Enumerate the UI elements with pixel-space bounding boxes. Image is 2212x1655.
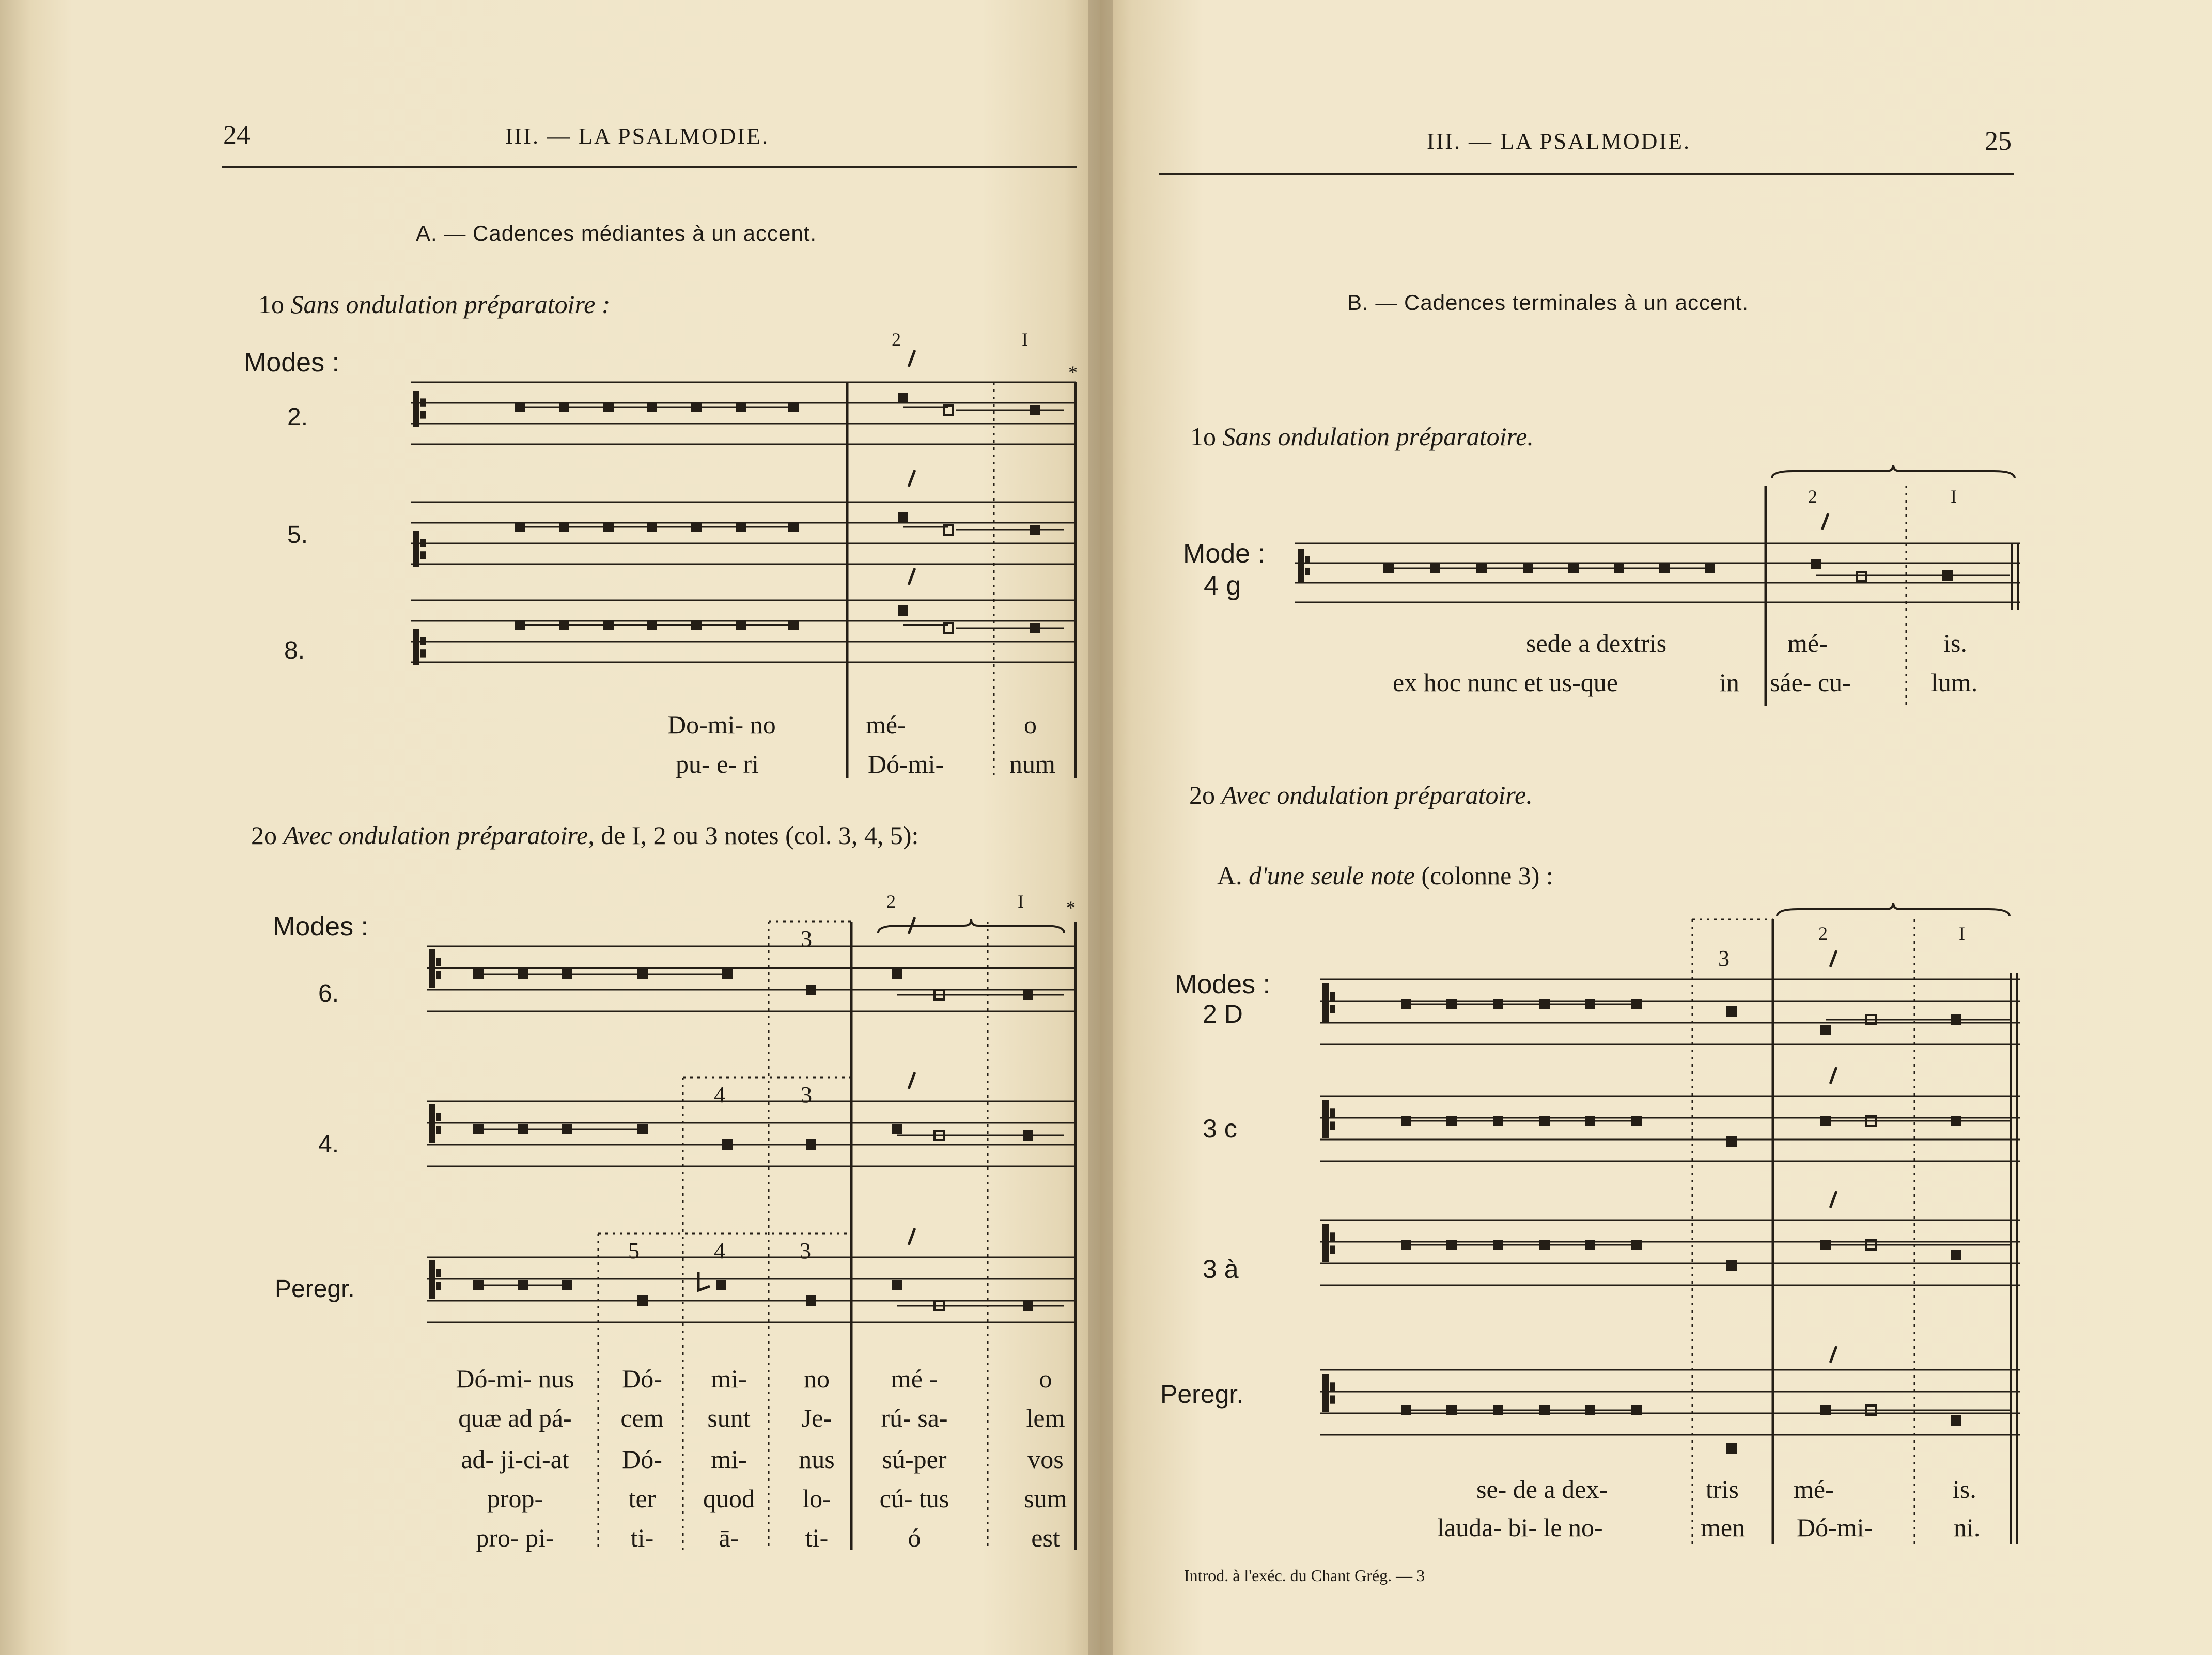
- left-sys2-lyric-c5-r3: sú-per: [882, 1445, 947, 1474]
- left-sys2-flat: [698, 1272, 710, 1290]
- left-sys1-recit-3-punctum-3: [647, 620, 657, 630]
- right-sys2-mode-2d: 2 D: [1203, 1000, 1243, 1028]
- right-sys2-recit-2-punctum-4: [1585, 1116, 1595, 1126]
- right-sys2-lyric-1-4: is.: [1953, 1475, 1976, 1504]
- right-sys1-clef: [1298, 549, 1304, 583]
- left-sys2-lyric-c5-r2: rú- sa-: [881, 1403, 948, 1432]
- right-sys1-recit-punctum-6: [1659, 563, 1670, 573]
- left-sys2-final-1: [1023, 990, 1033, 1000]
- right-sys2-clef-1: [1322, 983, 1329, 1022]
- left-sys2-recit-3-punctum-1: [518, 1280, 528, 1290]
- right-sub2a-rest: (colonne 3) :: [1421, 861, 1553, 890]
- right-sub2a-prefix: A.: [1217, 861, 1242, 890]
- right-sys2-clef-1-c: [1330, 1005, 1335, 1013]
- left-sys2-lyric-c4-r5: ti-: [805, 1523, 829, 1552]
- left-sys1-recit-1-punctum-1: [559, 402, 569, 412]
- right-sys1-colnum-2: 2: [1808, 486, 1817, 507]
- right-sys2-recit-1-punctum-0: [1401, 999, 1411, 1009]
- left-sys2-p3-2: [806, 1139, 816, 1150]
- right-sub2-number: 2o: [1189, 780, 1215, 809]
- left-sys2-lyric-c5-r5: ó: [908, 1523, 921, 1552]
- left-sys2-star: *: [1066, 897, 1076, 918]
- left-sub2-number: 2o: [251, 821, 277, 850]
- left-sys2-recit-2-punctum-1: [518, 1124, 528, 1134]
- left-sys1-recit-3-punctum-4: [691, 620, 702, 630]
- right-sys2-recit-4-punctum-2: [1493, 1405, 1503, 1415]
- right-sys1-lyric-2-1: ex hoc nunc et us-que: [1393, 668, 1618, 697]
- left-sys2-inner-4b: 4: [714, 1238, 725, 1263]
- left-sys2-lyric-c2-r4: ter: [628, 1484, 656, 1513]
- right-sys2-brace: [1777, 903, 2010, 916]
- left-sys2-clef-2: [429, 1104, 435, 1143]
- left-sys2-lyric-c6-r3: vos: [1027, 1445, 1064, 1474]
- left-sys2-clef-1: [429, 949, 435, 988]
- left-sys1-lyric-1-3: o: [1024, 710, 1037, 739]
- right-sys1-accent-note: [1811, 559, 1821, 569]
- left-sys2-final-3: [1023, 1301, 1033, 1311]
- left-sys2-p4: [722, 1139, 733, 1150]
- left-sys2-inner-3b: 3: [801, 1082, 812, 1107]
- right-sub1-number: 1o: [1190, 422, 1216, 451]
- left-running-header: III. — LA PSALMODIE.: [505, 123, 769, 149]
- section-b-title: B. — Cadences terminales à un accent.: [1347, 290, 1749, 315]
- right-sys2-recit-3-punctum-2: [1493, 1240, 1503, 1250]
- right-sys1-recit-punctum-4: [1568, 563, 1579, 573]
- right-sys2-lyric-1-1: se- de a dex-: [1476, 1475, 1608, 1504]
- left-sys1-recit-1-punctum-0: [515, 402, 525, 412]
- left-sys2-accent-2: [909, 1072, 915, 1089]
- left-sys1-accent-note-3: [898, 605, 908, 616]
- right-sys2-p3-3: [1726, 1260, 1737, 1271]
- right-sys1-lyric-1-3: is.: [1943, 629, 1967, 658]
- right-sys1-lyric-1-2: mé-: [1787, 629, 1828, 658]
- right-sys1-clef-b: [1305, 556, 1310, 564]
- section-a-title: A. — Cadences médiantes à un accent.: [416, 221, 817, 245]
- left-sys1-clef-1-c: [420, 411, 426, 418]
- left-sys1-recit-3-punctum-5: [736, 620, 746, 630]
- right-sys2-colnum-1: I: [1959, 923, 1965, 944]
- left-sys1-recit-1-punctum-3: [647, 402, 657, 412]
- right-sys2-final-2: [1951, 1116, 1961, 1126]
- left-sys1-recit-2-punctum-3: [647, 522, 657, 532]
- left-page-number: 24: [223, 120, 250, 150]
- left-sys2-lyric-c3-r1: mi-: [711, 1364, 747, 1393]
- left-sys2-lyric-c3-r5: ā-: [719, 1523, 739, 1552]
- left-sys2-lyric-c1-r3: ad- ji-ci-at: [461, 1445, 569, 1474]
- right-sys2-recit-2-punctum-2: [1493, 1116, 1503, 1126]
- left-sys1-recit-2-punctum-4: [691, 522, 702, 532]
- right-sys1-colnum-1: I: [1951, 486, 1957, 507]
- left-sys1-accent-1: [909, 350, 915, 367]
- left-sys2-lyric-c6-r5: est: [1031, 1523, 1060, 1552]
- left-sys1-accent-note-2: [898, 512, 908, 523]
- left-sys2-clef-2-b: [436, 1113, 441, 1121]
- left-sys1-recit-3-punctum-2: [603, 620, 614, 630]
- left-sys2-p4: [716, 1280, 726, 1290]
- right-sys2-recit-1-punctum-3: [1539, 999, 1550, 1009]
- right-sys2-recit-1-punctum-2: [1493, 999, 1503, 1009]
- right-sys2-clef-1-b: [1330, 992, 1335, 1000]
- right-sys2-clef-4-c: [1330, 1395, 1335, 1403]
- right-sys2-recit-4-punctum-0: [1401, 1405, 1411, 1415]
- left-sys1-clef-3: [413, 629, 419, 665]
- right-sys2-accent-3: [1830, 1191, 1836, 1208]
- left-sub2-rest: de I, 2 ou 3 notes (col. 3, 4, 5):: [601, 821, 919, 850]
- right-sys2-p3-1: [1726, 1006, 1737, 1017]
- left-sys2-recit-2-punctum-2: [562, 1124, 572, 1134]
- left-sys2-p3-1: [806, 985, 816, 995]
- left-sys1-final-3: [1030, 623, 1040, 633]
- right-modes-label: Modes :: [1175, 970, 1270, 1000]
- left-sys1-lyric-2-2: Dó-mi-: [868, 750, 944, 778]
- right-sys2-clef-2: [1322, 1100, 1329, 1138]
- right-sys1-lyric-2-2: in: [1719, 668, 1739, 697]
- left-sys1-accent-3: [909, 568, 915, 585]
- right-sys1-hollow: [1857, 572, 1866, 581]
- right-sys1-recit-punctum-0: [1383, 563, 1394, 573]
- left-sys1-recit-3-punctum-0: [515, 620, 525, 630]
- left-sys2-clef-2-c: [436, 1126, 441, 1134]
- right-sys1-recit-punctum-2: [1476, 563, 1487, 573]
- left-sys1-clef-1: [413, 391, 419, 427]
- left-sys1-lyric-1-1: Do-mi- no: [667, 710, 776, 739]
- right-sys1-accent: [1822, 513, 1828, 530]
- left-sys2-lyric-c3-r3: mi-: [711, 1445, 747, 1474]
- right-sub1-text: Sans ondulation préparatoire.: [1222, 422, 1534, 451]
- left-sys2-acc-note-2: [892, 1124, 902, 1134]
- left-sys2-lyric-c1-r4: prop-: [487, 1484, 543, 1513]
- right-sys2-recit-3-punctum-5: [1631, 1240, 1642, 1250]
- left-sys2-brace: [878, 919, 1064, 933]
- left-sys2-lyric-c4-r4: lo-: [802, 1484, 831, 1513]
- right-sys1-clef-c: [1305, 568, 1310, 575]
- right-sys2-accent-1: [1830, 950, 1836, 967]
- right-sub2a-italic: d'une seule note: [1249, 861, 1415, 890]
- right-sys2-recit-3-punctum-4: [1585, 1240, 1595, 1250]
- left-sys1-recit-2-punctum-0: [515, 522, 525, 532]
- right-sys1-lyric-2-4: lum.: [1931, 668, 1978, 697]
- left-sys1-recit-2-punctum-1: [559, 522, 569, 532]
- left-sys2-lyric-c3-r4: quod: [703, 1484, 755, 1513]
- left-sys2-clef-3-c: [436, 1282, 441, 1290]
- left-sys2-lyric-c3-r2: sunt: [707, 1403, 751, 1432]
- left-sys2-recit-3-punctum-0: [473, 1280, 484, 1290]
- left-sys2-clef-3: [429, 1260, 435, 1299]
- left-sys1-star: *: [1068, 362, 1078, 383]
- right-sys2-lyric-2-1: lauda- bi- le no-: [1437, 1513, 1603, 1542]
- right-sys2-final-4: [1951, 1415, 1961, 1426]
- left-sys1-recit-1-punctum-2: [603, 402, 614, 412]
- right-sys1-lyric-2-3: sáe- cu-: [1770, 668, 1851, 697]
- left-sys2-acc-note-3: [892, 1280, 902, 1290]
- right-sys1-final: [1942, 570, 1953, 581]
- left-sys2-inner-3c: 3: [800, 1238, 811, 1263]
- left-sys1-clef-2: [413, 531, 419, 567]
- right-page-number: 25: [1985, 127, 2012, 156]
- left-sys1-lyric-2-3: num: [1009, 750, 1055, 778]
- left-sys2-lyric-c1-r1: Dó-mi- nus: [456, 1364, 574, 1393]
- right-sys2-p3-4: [1726, 1443, 1737, 1454]
- gutter-shadow: [1088, 0, 1113, 1655]
- left-sys1-mode-5: 5.: [287, 521, 308, 549]
- right-mode-value: 4 g: [1204, 571, 1241, 601]
- left-sys2-inner-3a: 3: [801, 926, 812, 951]
- right-sys2-recit-2-punctum-3: [1539, 1116, 1550, 1126]
- left-sys1-recit-1-punctum-4: [691, 402, 702, 412]
- left-sys2-mode-6: 6.: [318, 980, 339, 1007]
- right-sys2-accent-4: [1830, 1346, 1836, 1363]
- right-sys2-lyric-2-4: ni.: [1954, 1513, 1981, 1542]
- right-sys1-recit-punctum-5: [1614, 563, 1624, 573]
- right-sys2-recit-2-punctum-5: [1631, 1116, 1642, 1126]
- left-sys1-recit-3-punctum-6: [788, 620, 799, 630]
- right-sys2-lyric-2-3: Dó-mi-: [1797, 1513, 1873, 1542]
- left-sys2-recit-1-punctum-3: [637, 969, 648, 979]
- right-running-header: III. — LA PSALMODIE.: [1427, 129, 1691, 154]
- left-sys2-lyric-c6-r2: lem: [1026, 1403, 1065, 1432]
- right-sys2-accent-2: [1830, 1067, 1836, 1084]
- right-sub2-text: Avec ondulation préparatoire.: [1221, 780, 1533, 809]
- right-sys2-recit-2-punctum-0: [1401, 1116, 1411, 1126]
- left-sys2-mode-peregr: Peregr.: [275, 1275, 355, 1303]
- right-sys2-colnum-3: 3: [1718, 946, 1730, 971]
- right-sys2-mode-peregr: Peregr.: [1160, 1380, 1244, 1409]
- left-sys1-lyric-1-2: mé-: [866, 710, 906, 739]
- right-sys2-clef-4: [1322, 1374, 1329, 1412]
- left-sys2-lyric-c4-r2: Je-: [801, 1403, 832, 1432]
- left-sys2-lyric-c2-r5: ti-: [630, 1523, 654, 1552]
- left-sys2-lyric-c6-r1: o: [1039, 1364, 1052, 1393]
- right-sys1-brace: [1772, 465, 2015, 478]
- left-sys1-mode-2: 2.: [287, 403, 308, 431]
- left-sys2-lyric-c2-r2: cem: [620, 1403, 664, 1432]
- left-sys1-colnum-2: 2: [892, 329, 901, 350]
- right-sys2-recit-3-punctum-1: [1446, 1240, 1457, 1250]
- left-sys1-clef-3-c: [420, 649, 426, 657]
- right-sys2-recit-3-punctum-3: [1539, 1240, 1550, 1250]
- left-sys2-recit-3-punctum-2: [562, 1280, 572, 1290]
- right-sys2-final-1: [1951, 1014, 1961, 1025]
- left-sys2-lyric-c4-r3: nus: [799, 1445, 835, 1474]
- left-sys2-lyric-c2-r1: Dó-: [622, 1364, 662, 1393]
- left-sys2-p5: [637, 1295, 648, 1306]
- left-sys2-final-2: [1023, 1130, 1033, 1141]
- left-sub2-italic: Avec ondulation préparatoire,: [283, 821, 595, 850]
- left-sys2-inner-4a: 4: [714, 1082, 725, 1107]
- right-sys2-mode-3c: 3 c: [1203, 1114, 1237, 1143]
- left-sys1-recit-1-punctum-5: [736, 402, 746, 412]
- left-sys2-lyric-c5-r1: mé -: [891, 1364, 938, 1393]
- left-sys1-lyric-2-1: pu- e- ri: [676, 750, 759, 778]
- left-sys2-lyric-c1-r5: pro- pi-: [476, 1523, 554, 1552]
- left-sub1-text: Sans ondulation préparatoire :: [290, 290, 611, 319]
- right-sys2-p3-2: [1726, 1136, 1737, 1147]
- right-sys2-clef-2-c: [1330, 1121, 1335, 1130]
- left-sys1-recit-1-punctum-6: [788, 402, 799, 412]
- right-sys2-recit-4-punctum-4: [1585, 1405, 1595, 1415]
- right-sys2-recit-1-punctum-4: [1585, 999, 1595, 1009]
- right-sys2-clef-3: [1322, 1224, 1329, 1262]
- right-mode-label: Mode :: [1183, 539, 1265, 569]
- left-modes-label-1: Modes :: [244, 348, 339, 378]
- left-sys2-inner-5: 5: [628, 1238, 640, 1263]
- right-sys2-lyric-1-3: mé-: [1794, 1475, 1834, 1504]
- right-sys2-recit-4-punctum-1: [1446, 1405, 1457, 1415]
- left-sys1-accent-2: [909, 470, 915, 487]
- left-sys2-mode-4: 4.: [318, 1131, 339, 1158]
- right-sys1-recit-punctum-7: [1705, 563, 1715, 573]
- left-sys1-accent-note-1: [898, 393, 908, 403]
- left-sys2-recit-2-punctum-0: [473, 1124, 484, 1134]
- left-sys2-acc-note-1: [892, 969, 902, 979]
- right-sys2-final-3: [1951, 1250, 1961, 1260]
- left-sys2-clef-1-b: [436, 958, 441, 966]
- right-sys2-clef-4-b: [1330, 1382, 1335, 1391]
- left-sys2-lyric-c6-r4: sum: [1024, 1484, 1067, 1513]
- left-sub1-number: 1o: [258, 290, 284, 319]
- right-sys2-acc-note-1: [1820, 1025, 1831, 1035]
- right-sys2-lyric-2-2: men: [1701, 1513, 1746, 1542]
- left-sys1-recit-2-punctum-5: [736, 522, 746, 532]
- right-sys2-clef-3-b: [1330, 1232, 1335, 1241]
- right-sys2-recit-4-punctum-5: [1631, 1405, 1642, 1415]
- left-modes-label-2: Modes :: [273, 912, 368, 942]
- left-sys2-accent-3: [909, 1228, 915, 1245]
- right-sys2-clef-2-b: [1330, 1108, 1335, 1117]
- left-sys1-final-2: [1030, 525, 1040, 535]
- left-sys1-clef-2-b: [420, 539, 426, 547]
- right-sys1-recit-punctum-1: [1430, 563, 1440, 573]
- right-sys1-lyric-1-1: sede a dextris: [1526, 629, 1667, 658]
- left-sys2-recit-1-punctum-0: [473, 969, 484, 979]
- right-sys2-lyric-1-2: tris: [1706, 1475, 1739, 1504]
- left-sys2-clef-3-b: [436, 1269, 441, 1277]
- left-sys1-clef-1-b: [420, 398, 426, 406]
- right-sys2-recit-3-punctum-0: [1401, 1240, 1411, 1250]
- right-sys2-recit-1-punctum-5: [1631, 999, 1642, 1009]
- left-sys2-lyric-c5-r4: cú- tus: [879, 1484, 949, 1513]
- left-sys2-colnum-2: 2: [886, 891, 896, 912]
- left-sys2-recit-1-punctum-4: [722, 969, 733, 979]
- left-sys2-lyric-c1-r2: quæ ad pá-: [458, 1403, 572, 1432]
- right-sys2-recit-4-punctum-3: [1539, 1405, 1550, 1415]
- left-sys1-mode-8: 8.: [284, 637, 305, 664]
- left-sys1-colnum-1: I: [1022, 329, 1028, 350]
- right-sys2-colnum-2: 2: [1818, 923, 1828, 944]
- left-sys2-lyric-c4-r1: no: [804, 1364, 830, 1393]
- right-sys2-clef-3-c: [1330, 1245, 1335, 1254]
- left-sys2-clef-1-c: [436, 971, 441, 979]
- left-sys2-recit-1-punctum-2: [562, 969, 572, 979]
- left-sys2-p3-3: [806, 1295, 816, 1306]
- left-sys1-recit-2-punctum-2: [603, 522, 614, 532]
- left-sys1-clef-2-c: [420, 551, 426, 559]
- right-sys2-mode-3a: 3 à: [1203, 1255, 1239, 1284]
- left-sys1-final-1: [1030, 405, 1040, 415]
- left-sys1-recit-3-punctum-1: [559, 620, 569, 630]
- left-sys2-lyric-c2-r3: Dó-: [622, 1445, 662, 1474]
- right-sys1-recit-punctum-3: [1523, 563, 1533, 573]
- left-sys1-clef-3-b: [420, 637, 426, 645]
- right-sys2-recit-2-punctum-1: [1446, 1116, 1457, 1126]
- right-sys2-recit-1-punctum-1: [1446, 999, 1457, 1009]
- left-sys2-recit-1-punctum-1: [518, 969, 528, 979]
- left-sys1-recit-2-punctum-6: [788, 522, 799, 532]
- left-sys2-colnum-1: I: [1018, 891, 1024, 912]
- right-footer: Introd. à l'exéc. du Chant Grég. — 3: [1184, 1566, 1425, 1585]
- left-sys2-recit-2-punctum-3: [637, 1124, 648, 1134]
